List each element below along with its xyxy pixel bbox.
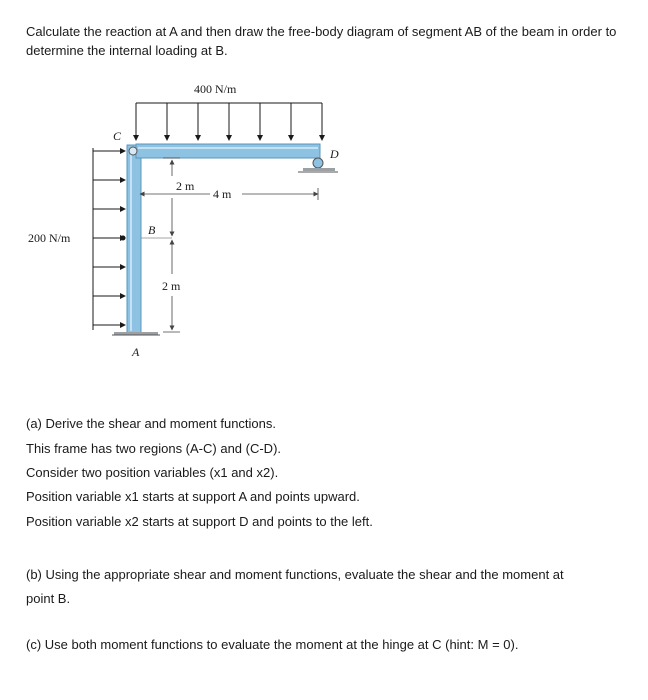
dim-bc-label: 2 m [176, 179, 195, 193]
dim-ab-label: 2 m [162, 279, 181, 293]
part-a-line: Position variable x2 starts at support D and points to the left. [26, 514, 373, 529]
top-distributed-load [136, 103, 322, 140]
problem-statement: Calculate the reaction at A and then draw the free-body diagram of segment AB of the beam in order to determine the internal loading at B. [26, 24, 617, 58]
part-a-line: This frame has two regions (A-C) and (C-D). [26, 441, 282, 456]
part-a-line: Consider two position variables (x1 and x2). [26, 465, 279, 480]
side-load-label: 200 N/m [28, 231, 71, 245]
point-b-marker [121, 236, 126, 241]
point-d-label: D [330, 147, 339, 161]
part-b-text: (b) Using the appropriate shear and moment functions, evaluate the shear and the moment at point B. [26, 567, 564, 606]
part-a-line: Position variable x1 starts at support A and points upward. [26, 489, 360, 504]
point-a-label: A [132, 345, 140, 359]
dim-cd-label: 4 m [213, 187, 232, 201]
fixed-support-a [112, 332, 160, 335]
beam-cd [136, 144, 320, 158]
column-ac [127, 145, 141, 333]
side-distributed-load [93, 148, 125, 330]
point-c-label: C [113, 129, 122, 143]
hinge-c [129, 147, 137, 155]
dimension-lines [140, 158, 318, 332]
part-c-text: (c) Use both moment functions to evaluate the moment at the hinge at C (hint: M = 0). [26, 637, 519, 652]
point-b-label: B [148, 223, 156, 237]
part-a-title: (a) Derive the shear and moment functions. [26, 416, 277, 431]
top-load-label: 400 N/m [194, 82, 237, 96]
